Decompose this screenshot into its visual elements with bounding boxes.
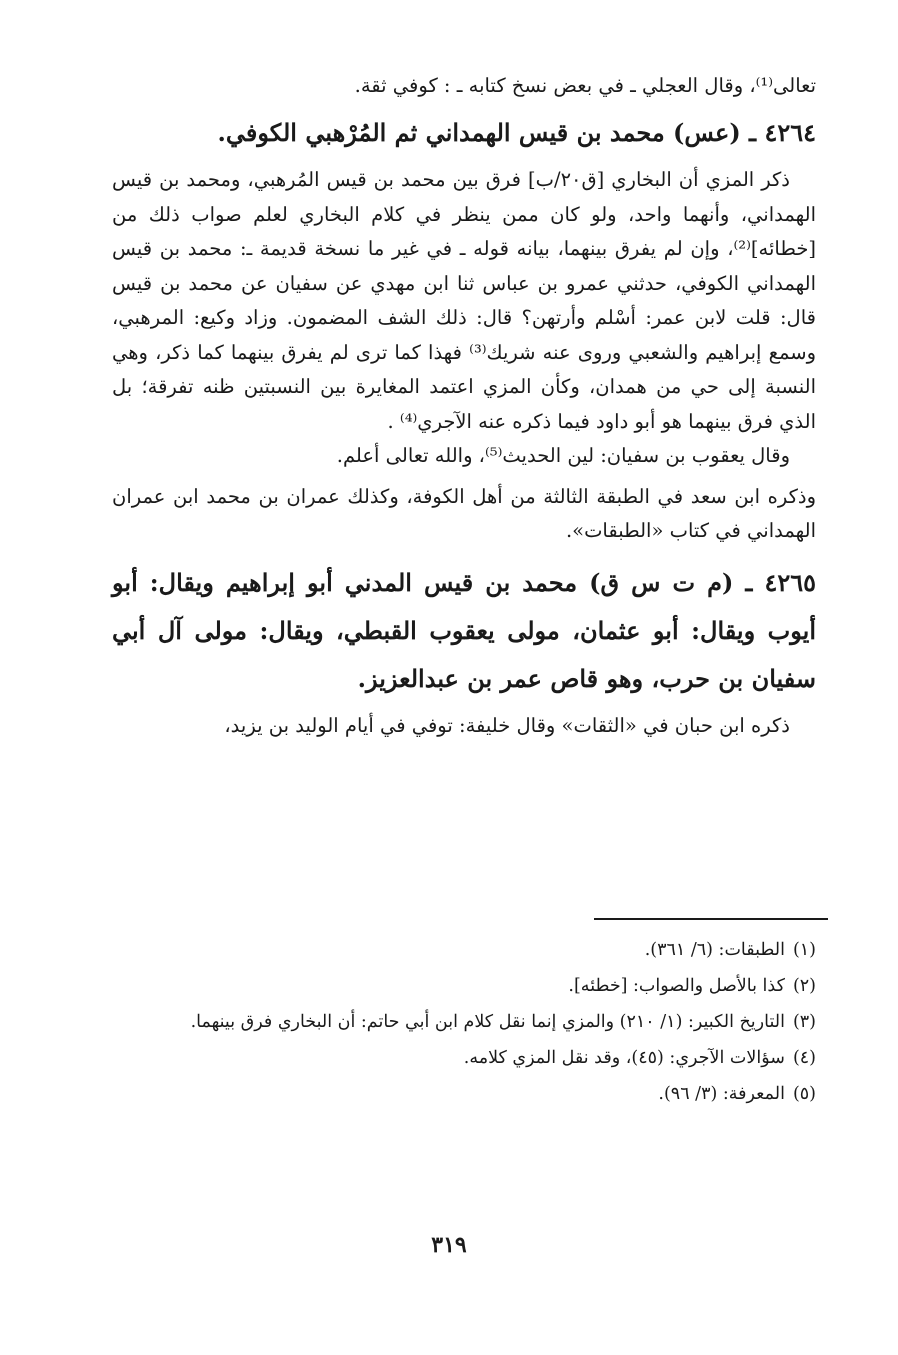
footnote-text: سؤالات الآجري: (٤٥)، وقد نقل المزي كلامه. <box>463 1048 785 1068</box>
footnote-number: (٤) <box>792 1048 816 1068</box>
entry-4265-paragraph-1: ذكره ابن حبان في «الثقات» وقال خليفة: توفي في أيام الوليد بن يزيد، <box>224 713 790 737</box>
entry-4265-heading: ٤٢٦٥ ـ (م ت س ق) محمد بن قيس المدني أبو إبراهيم ويقال: أبو أيوب ويقال: أبو عثمان، مولى يعقوب القبطي، ويقال: مولى آل أبي سفيان بن حرب، وهو قاص عمر بن عبدالعزيز. <box>112 567 817 693</box>
entry-4264-paragraph-2: وقال يعقوب بن سفيان: لين الحديث⁽⁵⁾، والله تعالى أعلم. <box>336 444 790 467</box>
footnote-number: (٢) <box>792 976 816 996</box>
footnote-3 <box>112 1004 816 1040</box>
intro-line: تعالى⁽¹⁾، وقال العجلي ـ في بعض نسخ كتابه ـ : كوفي ثقة. <box>354 74 816 97</box>
footnote-1 <box>112 932 816 968</box>
footnote-5 <box>112 1076 816 1112</box>
footnote-text: التاريخ الكبير: (١/ ٢١٠) والمزي إنما نقل كلام ابن أبي حاتم: أن البخاري فرق بينهما. <box>190 1012 785 1032</box>
footnote-number: (٥) <box>792 1084 816 1104</box>
footnote-number: (٣) <box>792 1012 816 1032</box>
footnote-number: (١) <box>792 940 816 960</box>
footnote-text: المعرفة: (٣/ ٩٦). <box>658 1084 785 1104</box>
footnotes <box>112 932 816 1112</box>
main-text <box>112 68 816 743</box>
page-number: ٣١٩ <box>431 1232 467 1258</box>
footnote-2 <box>112 968 816 1004</box>
footnote-text: الطبقات: (٦/ ٣٦١). <box>644 940 785 960</box>
entry-4264-paragraph-3: وذكره ابن سعد في الطبقة الثالثة من أهل الكوفة، وكذلك عمران بن محمد ابن عمران الهمداني في كتاب «الطبقات». <box>112 484 816 542</box>
entry-4264-paragraph-1: ذكر المزي أن البخاري [ق٢٠/ب] فرق بين محمد بن قيس المُرهبي، ومحمد بن قيس الهمداني، وأنهما واحد، ولو كان ممن ينظر في كلام البخاري لعلم صواب ذلك من [خطائه]⁽²⁾، وإن لم يفرق بينهما، بيانه قوله ـ في غير ما نسخة قديمة ـ: محمد بن قيس الهمداني الكوفي، حدثني عمرو بن عباس ثنا ابن مهدي عن سفيان عن محمد بن قيس قال: قلت لابن عمر: أسْلم وأرتهن؟ قال: ذلك الشف المضمون. وزاد وكيع: المرهبي، وسمع إبراهيم والشعبي وروى عنه شريك⁽³⁾ فهذا كما ترى لم يفرق بينهما كما ذكر، وهي النسبة إلى حي من همدان، وكأن المزي اعتمد المغايرة بين النسبتين ظنه تفرقة؛ بل الذي فرق بينهما هو أبو داود فيما ذكره عنه الآجري⁽⁴⁾ . <box>112 168 816 433</box>
footnote-text: كذا بالأصل والصواب: [خطئه]. <box>568 976 785 996</box>
entry-4264-heading: ٤٢٦٤ ـ (عس) محمد بن قيس الهمداني ثم المُرْهبي الكوفي. <box>217 118 816 147</box>
footnote-4 <box>112 1040 816 1076</box>
footnote-separator <box>594 918 828 920</box>
